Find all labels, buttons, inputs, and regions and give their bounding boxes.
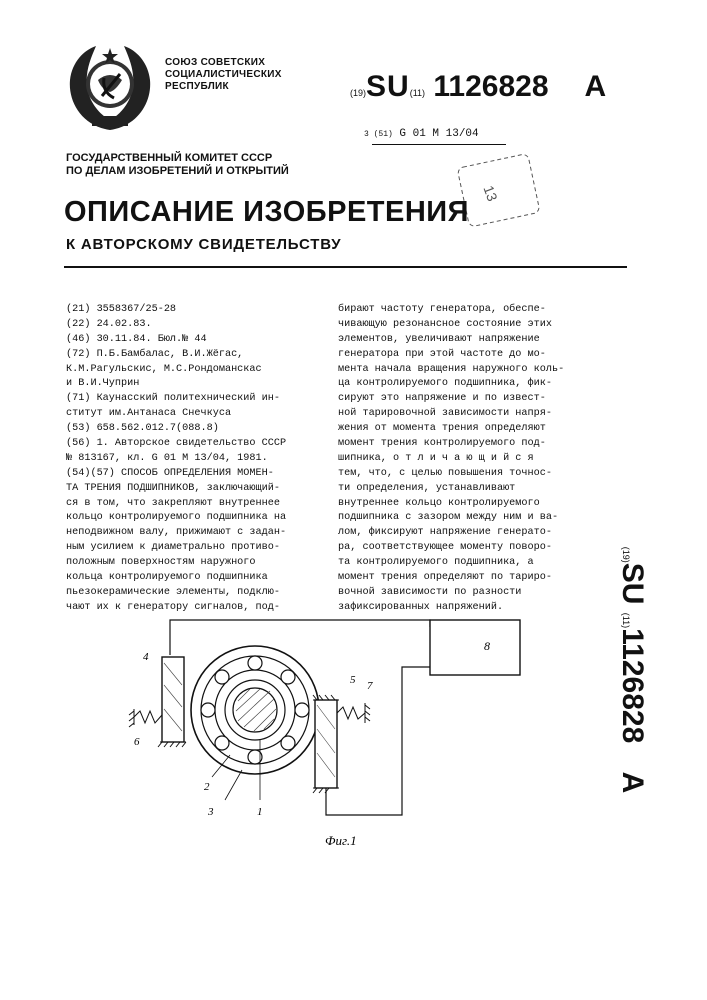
text-line: генератора при этой частоте до мо- bbox=[338, 348, 546, 360]
text-line: подшипника с зазором между ним и ва- bbox=[338, 512, 559, 524]
kind-code: A bbox=[584, 70, 607, 103]
text-line: ти определения, устанавливают bbox=[338, 482, 516, 494]
text-line: чают их к генератору сигналов, под- bbox=[66, 601, 280, 613]
text-line: момент трения определяют по тариро- bbox=[338, 572, 552, 584]
shaft bbox=[233, 688, 277, 732]
committee-name bbox=[66, 152, 289, 178]
side-number: 1126828 bbox=[616, 628, 649, 744]
label-6: 6 bbox=[134, 736, 140, 748]
label-7: 7 bbox=[367, 680, 373, 692]
text-line: лом, фиксируют напряжение генерато- bbox=[338, 527, 552, 539]
ipc-prefix: 3 (51) bbox=[364, 130, 393, 139]
ussr-emblem bbox=[62, 40, 158, 136]
spring-left-mount bbox=[129, 709, 134, 727]
org-line: СОЮЗ СОВЕТСКИХ bbox=[165, 57, 266, 68]
label-4: 4 bbox=[143, 651, 149, 663]
text-line: кольца контролируемого подшипника bbox=[66, 572, 268, 584]
text-line: чивающую резонансное состояние этих bbox=[338, 318, 552, 330]
ground-left bbox=[158, 742, 186, 747]
text-line: элементов, увеличивают напряжение bbox=[338, 333, 540, 345]
text-line: момент трения контролируемого под- bbox=[338, 438, 546, 450]
text-line: (46) 30.11.84. Бюл.№ 44 bbox=[66, 333, 207, 345]
claim-column bbox=[338, 303, 564, 616]
figure-caption: Фиг.1 bbox=[325, 833, 357, 848]
text-line: мента начала вращения наружного коль- bbox=[338, 363, 565, 375]
label-1: 1 bbox=[257, 806, 263, 818]
text-line: зафиксированных напряжений. bbox=[338, 601, 504, 613]
org-line: СОЦИАЛИСТИЧЕСКИХ bbox=[165, 69, 282, 80]
text-line: та контролируемого подшипника, а bbox=[338, 557, 534, 569]
spring-right bbox=[337, 707, 365, 719]
committee-line: ПО ДЕЛАМ ИЗОБРЕТЕНИЙ И ОТКРЫТИЙ bbox=[66, 165, 289, 177]
wire-bottom bbox=[326, 667, 430, 815]
label-5: 5 bbox=[350, 674, 356, 686]
side-inid-11: (11) bbox=[621, 612, 631, 629]
country-code: SU bbox=[366, 70, 410, 103]
text-line: ца контролируемого подшипника, фик- bbox=[338, 378, 552, 390]
text-line: (54)(57) СПОСОБ ОПРЕДЕЛЕНИЯ МОМЕН- bbox=[66, 467, 274, 479]
text-line: вочной зависимости по разности bbox=[338, 586, 522, 598]
text-line: сируют это напряжение и по извест- bbox=[338, 393, 546, 405]
spring-right-mount bbox=[365, 703, 370, 723]
header-rule bbox=[64, 266, 627, 268]
generator-box bbox=[430, 620, 520, 675]
text-line: № 813167, кл. G 01 M 13/04, 1981. bbox=[66, 452, 268, 464]
side-inid-19: (19) bbox=[621, 546, 631, 563]
label-8: 8 bbox=[484, 639, 490, 653]
text-line: жения от момента трения определяют bbox=[338, 423, 546, 435]
patent-number bbox=[350, 70, 606, 104]
text-line: бирают частоту генератора, обеспе- bbox=[338, 304, 546, 315]
country-name bbox=[165, 57, 282, 93]
inid-code-11: (11) bbox=[409, 88, 426, 98]
text-line: шипника, о т л и ч а ю щ и й с я bbox=[338, 452, 534, 464]
text-line: пьезокерамические элементы, подклю- bbox=[66, 586, 280, 598]
text-line: кольцо контролируемого подшипника на bbox=[66, 512, 287, 524]
patent-number-value: 1126828 bbox=[433, 70, 549, 103]
text-line: неподвижном валу, прижимают с задан- bbox=[66, 527, 287, 539]
label-3: 3 bbox=[208, 806, 214, 818]
text-line: ным усилием к диаметрально противо- bbox=[66, 542, 280, 554]
text-line: (56) 1. Авторское свидетельство СССР bbox=[66, 438, 287, 450]
text-line: (21) 3558367/25-28 bbox=[66, 304, 177, 315]
text-line: ся в том, что закрепляют внутреннее bbox=[66, 497, 280, 509]
text-line: (53) 658.562.012.7(088.8) bbox=[66, 423, 219, 435]
text-line: ной тарировочной зависимости напря- bbox=[338, 408, 552, 420]
text-line: положным поверхностям наружного bbox=[66, 557, 256, 569]
inid-code-19: (19) bbox=[350, 88, 367, 98]
text-line: и В.И.Чуприн bbox=[66, 378, 140, 390]
text-line: ТА ТРЕНИЯ ПОДШИПНИКОВ, заключающий- bbox=[66, 482, 280, 494]
text-line: (72) П.Б.Бамбалас, В.И.Жёгас, bbox=[66, 348, 244, 360]
stamp-text: 13 bbox=[480, 183, 501, 204]
org-line: РЕСПУБЛИК bbox=[165, 81, 229, 92]
text-line: ра, соответствующее моменту поворо- bbox=[338, 542, 552, 554]
text-line: внутреннее кольцо контролируемого bbox=[338, 497, 540, 509]
committee-line: ГОСУДАРСТВЕННЫЙ КОМИТЕТ СССР bbox=[66, 152, 273, 164]
text-line: ститут им.Антанаса Снечкуса bbox=[66, 408, 232, 420]
text-line: тем, что, с целью повышения точнос- bbox=[338, 467, 552, 479]
label-2: 2 bbox=[204, 781, 210, 793]
document-subtitle: К АВТОРСКОМУ СВИДЕТЕЛЬСТВУ bbox=[66, 236, 342, 253]
ipc-classification bbox=[364, 128, 479, 140]
text-line: К.М.Рагульскис, М.С.Рондоманскас bbox=[66, 363, 262, 375]
figure-1 bbox=[120, 605, 550, 865]
bibliographic-column bbox=[66, 303, 286, 616]
text-line: (71) Каунасский политехнический ин- bbox=[66, 393, 280, 405]
document-title: ОПИСАНИЕ ИЗОБРЕТЕНИЯ bbox=[64, 196, 469, 228]
text-line: (22) 24.02.83. bbox=[66, 318, 152, 330]
spring-left bbox=[134, 711, 162, 723]
wire-top bbox=[170, 620, 430, 655]
side-kind: A bbox=[616, 771, 649, 794]
side-country: SU bbox=[616, 562, 649, 605]
ipc-value: G 01 M 13/04 bbox=[399, 128, 479, 140]
side-patent-number bbox=[612, 520, 652, 820]
ipc-underline bbox=[372, 144, 506, 145]
